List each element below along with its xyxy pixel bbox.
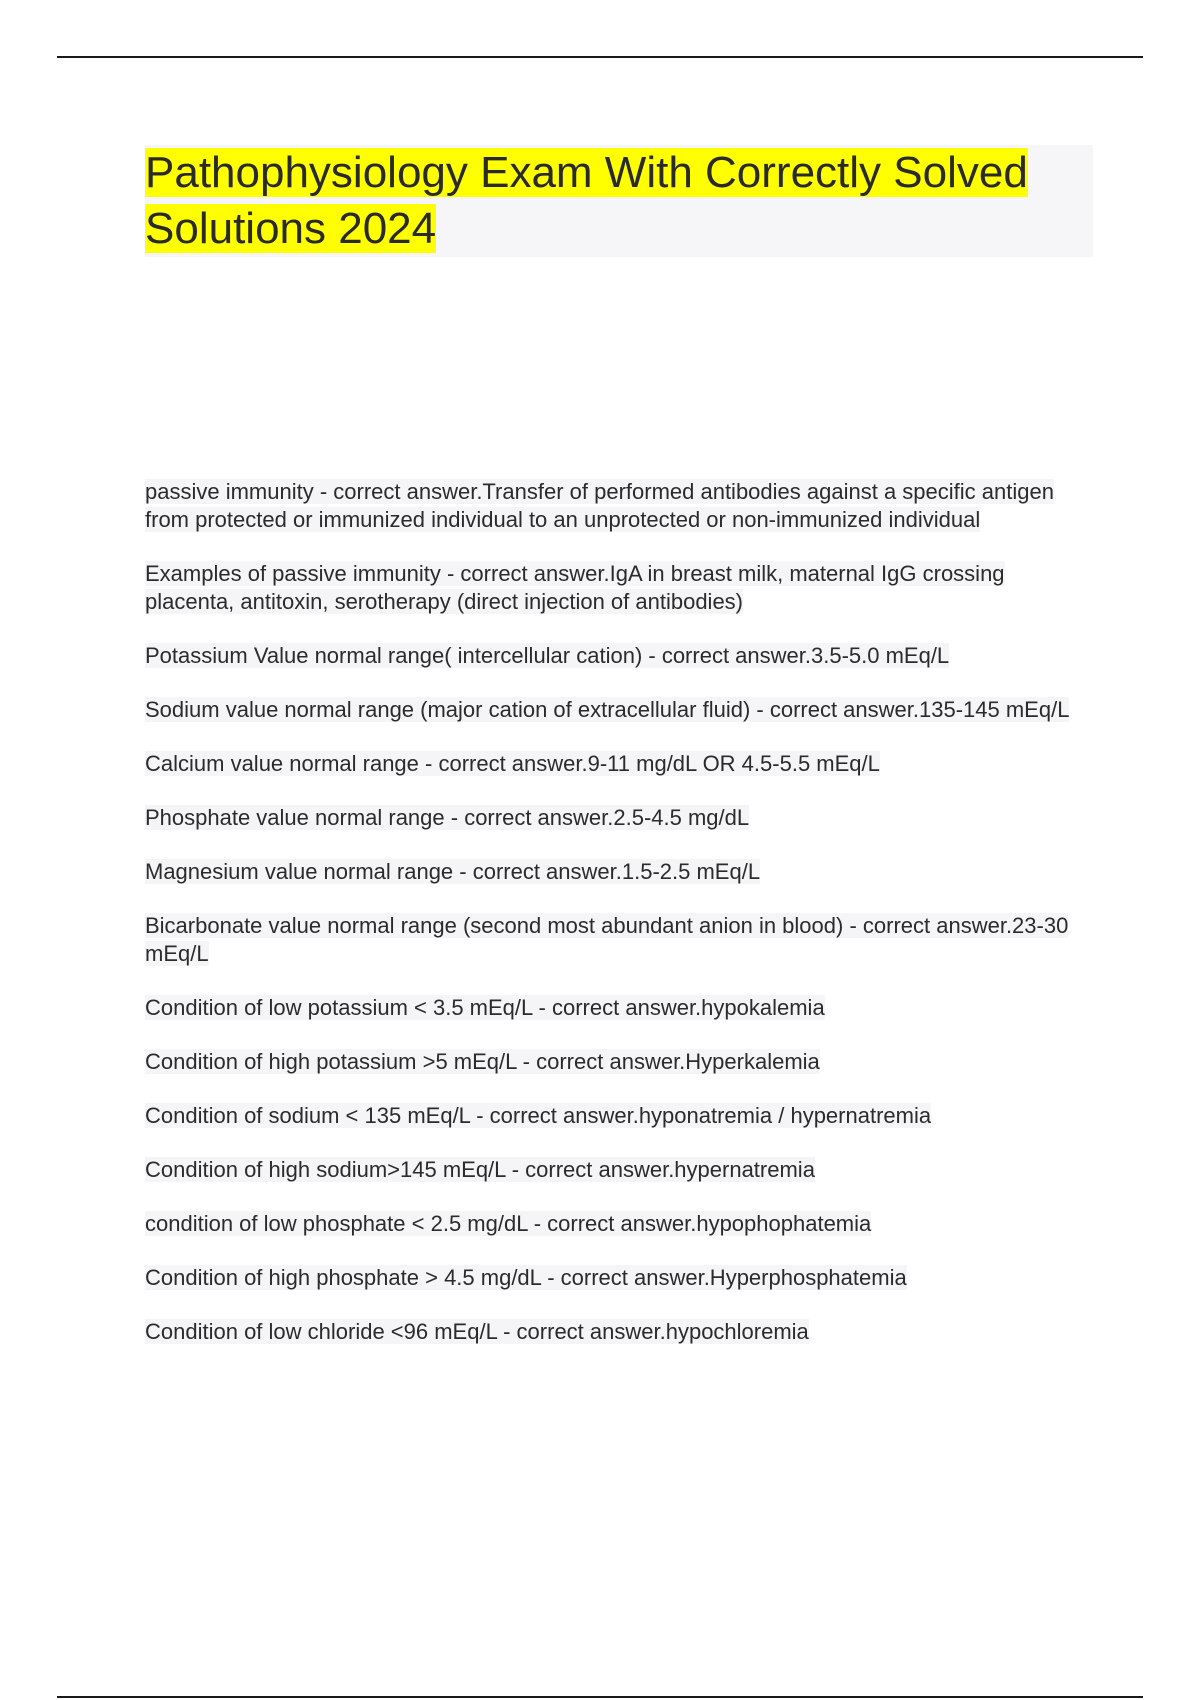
document-title-text: Pathophysiology Exam With Correctly Solved Solutions 2024 [145,148,1028,253]
qa-item-high-phosphate: Condition of high phosphate > 4.5 mg/dL - correct answer.Hyperphosphatemia [145,1265,907,1290]
qa-item-passive-immunity-examples: Examples of passive immunity - correct answer.IgA in breast milk, maternal IgG crossing placenta, antitoxin, serotherapy (direct injection of antibodies) [145,561,1005,614]
qa-item-magnesium-range: Magnesium value normal range - correct answer.1.5-2.5 mEq/L [145,859,761,884]
qa-item-low-chloride: Condition of low chloride <96 mEq/L - correct answer.hypochloremia [145,1319,809,1344]
qa-item-high-sodium: Condition of high sodium>145 mEq/L - correct answer.hypernatremia [145,1157,815,1182]
qa-item-low-sodium: Condition of sodium < 135 mEq/L - correct answer.hyponatremia / hypernatremia [145,1103,932,1128]
qa-list [145,478,1095,1372]
qa-item-low-potassium: Condition of low potassium < 3.5 mEq/L - correct answer.hypokalemia [145,995,825,1020]
qa-item-potassium-range: Potassium Value normal range( intercellular cation) - correct answer.3.5-5.0 mEq/L [145,643,950,668]
bottom-rule [57,1696,1143,1698]
qa-item-phosphate-range: Phosphate value normal range - correct answer.2.5-4.5 mg/dL [145,805,750,830]
top-rule [57,56,1143,58]
qa-item-bicarbonate-range: Bicarbonate value normal range (second most abundant anion in blood) - correct answer.23-30 mEq/L [145,913,1069,966]
qa-item-sodium-range: Sodium value normal range (major cation of extracellular fluid) - correct answer.135-145 mEq/L [145,697,1070,722]
document-title [145,145,1093,257]
qa-item-high-potassium: Condition of high potassium >5 mEq/L - correct answer.Hyperkalemia [145,1049,820,1074]
qa-item-low-phosphate: condition of low phosphate < 2.5 mg/dL - correct answer.hypophophatemia [145,1211,872,1236]
qa-item-calcium-range: Calcium value normal range - correct answer.9-11 mg/dL OR 4.5-5.5 mEq/L [145,751,880,776]
qa-item-passive-immunity: passive immunity - correct answer.Transfer of performed antibodies against a specific antigen from protected or immunized individual to an unprotected or non-immunized individual [145,479,1054,532]
title-block [145,145,1093,257]
